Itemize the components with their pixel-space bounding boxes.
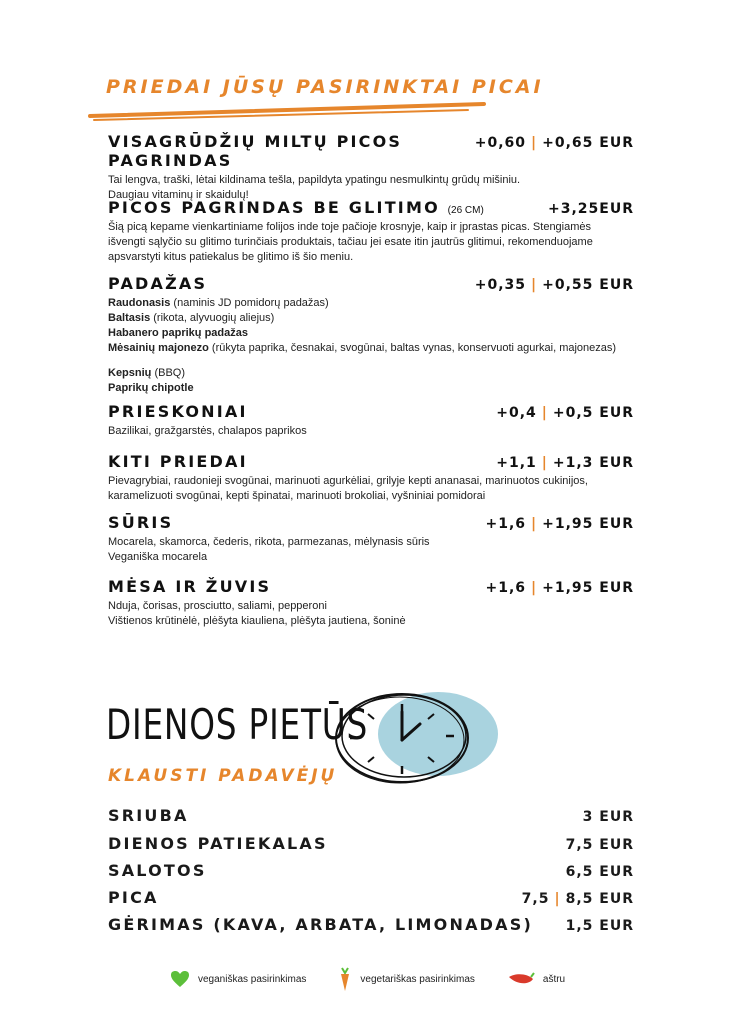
menu-item xyxy=(108,132,634,203)
item-name: MĖSA IR ŽUVIS xyxy=(108,577,272,596)
item-name: PRIESKONIAI xyxy=(108,402,248,421)
item-price: +1,6 | +1,95 EUR xyxy=(485,516,634,532)
item-description: Mocarela, skamorca, čederis, rikota, parmezanas, mėlynasis sūris Veganiška mocarela xyxy=(108,536,430,563)
item-description: Tai lengva, traški, lėtai kildinama tešla, papildyta ypatingu nesmulkintų grūdų mišiniu. Daugiau vitaminų ir skaidulų! xyxy=(108,174,521,201)
item-description: Nduja, čorisas, prosciutto, saliami, pepperoni Vištienos krūtinėlė, plėšyta kiauliena, plėšyta jautiena, šoninė xyxy=(108,600,406,627)
lunch-row: GĖRIMAS (KAVA, ARBATA, LIMONADAS) 1,5 EUR xyxy=(108,915,634,934)
item-description: Pievagrybiai, raudonieji svogūnai, marinuoti agurkėliai, grilyje kepti ananasai, marinuotos cukinijos, karamelizuoti svogūnai, kepti špinatai, marinuoti brokoliai, vyšniniai pomidorai xyxy=(108,475,588,502)
item-price: +3,25EUR xyxy=(548,201,634,217)
item-price: +0,4 | +0,5 EUR xyxy=(496,405,634,421)
item-description: Raudonasis (naminis JD pomidorų padažas) Baltasis (rikota, alyvuogių aliejus) Habanero paprikų padažas Mėsainių majonezo (rūkyta paprika, česnakai, svogūnai, baltas vynas, konservuoti agurkai, majonezas) Kepsnių (BBQ) Paprikų chipotle xyxy=(108,297,617,394)
menu-item xyxy=(108,402,634,439)
lunch-subtitle: KLAUSTI PADAVĖJŲ xyxy=(108,766,338,786)
menu-item xyxy=(108,274,634,396)
legend xyxy=(170,966,565,992)
item-price: +1,1 | +1,3 EUR xyxy=(496,455,634,471)
lunch-row: DIENOS PATIEKALAS 7,5 EUR xyxy=(108,834,634,853)
heart-icon xyxy=(170,970,190,988)
lunch-row: PICA 7,5 | 8,5 EUR xyxy=(108,888,634,907)
item-price: +0,35 | +0,55 EUR xyxy=(474,277,634,293)
item-name: SŪRIS xyxy=(108,513,174,532)
item-name: VISAGRŪDŽIŲ MILTŲ PICOS PAGRINDAS xyxy=(108,132,403,170)
item-description: Bazilikai, gražgarstės, chalapos paprikos xyxy=(108,425,307,437)
lunch-row: SRIUBA 3 EUR xyxy=(108,806,634,825)
chili-icon xyxy=(507,971,535,987)
carrot-icon xyxy=(338,966,352,992)
item-price: +0,60 | +0,65 EUR xyxy=(474,135,634,151)
legend-vegetarian: vegetariškas pasirinkimas xyxy=(338,966,475,992)
menu-item xyxy=(108,452,634,504)
item-name: PADAŽAS xyxy=(108,274,208,293)
item-price: +1,6 | +1,95 EUR xyxy=(485,580,634,596)
item-name: KITI PRIEDAI xyxy=(108,452,248,471)
item-description: Šią picą kepame vienkartiniame folijos inde toje pačioje krosnyje, kaip ir įprastas picas. Stengiamės išvengti sąlyčio su glitimo turinčiais produktais, tačiau jei esate itin jautrūs glitimui, rekomenduojame apsvarstyti kitus patiekalus be glitimo iš šio meniu. xyxy=(108,221,593,263)
lunch-row: SALOTOS 6,5 EUR xyxy=(108,861,634,880)
legend-spicy: aštru xyxy=(507,971,565,987)
section-title: PRIEDAI JŪSŲ PASIRINKTAI PICAI xyxy=(106,76,544,98)
menu-item xyxy=(108,198,634,265)
banner-brush-stroke xyxy=(88,98,492,124)
item-name: PICOS PAGRINDAS BE GLITIMO (26 CM) xyxy=(108,198,484,217)
lunch-title: DIENOS PIETŪS xyxy=(106,700,369,749)
menu-item xyxy=(108,513,634,565)
menu-item xyxy=(108,577,634,629)
legend-vegan: veganiškas pasirinkimas xyxy=(170,970,306,988)
clock-icon xyxy=(330,688,500,788)
